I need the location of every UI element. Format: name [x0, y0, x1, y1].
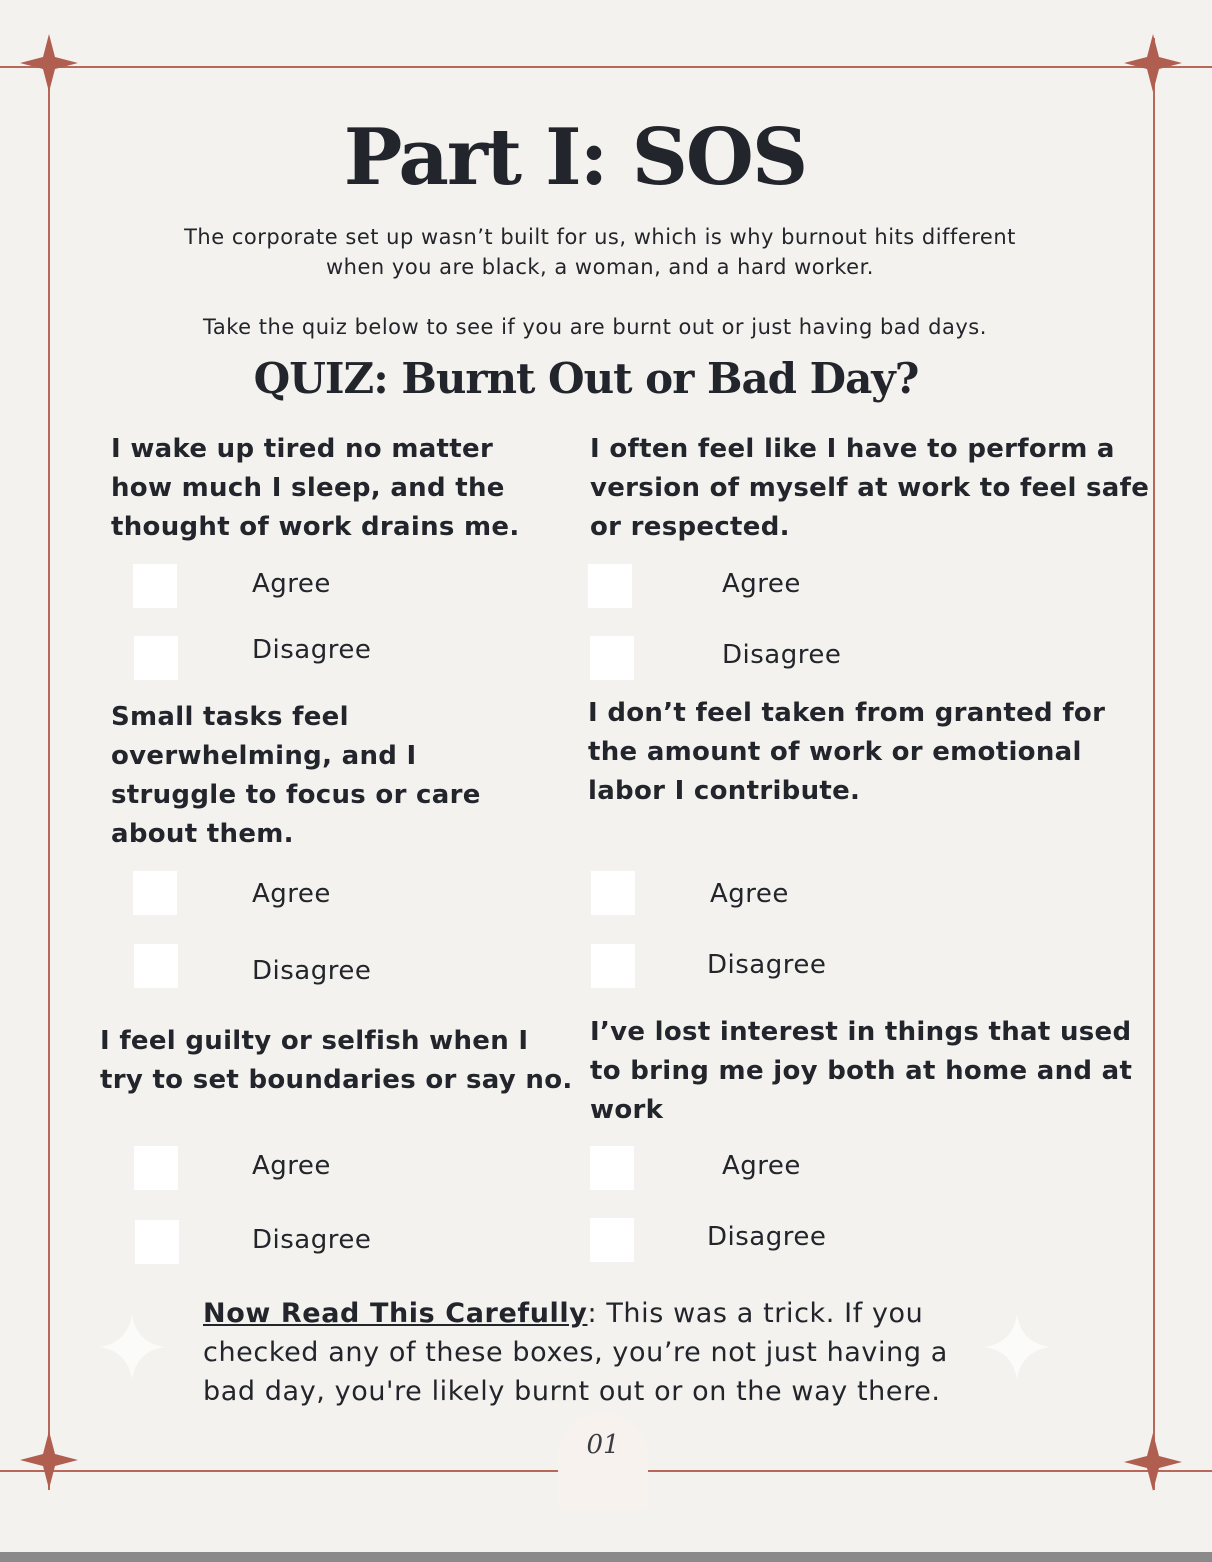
note-line: checked any of these boxes, you’re not just having a [203, 1337, 948, 1368]
q4-disagree-checkbox[interactable] [591, 944, 635, 988]
intro-text-line-1: The corporate set up wasn’t built for us, which is why burnout hits different [184, 225, 1016, 249]
question-line: to bring me joy both at home and at [590, 1056, 1133, 1086]
note-text: : This was a trick. If you [587, 1298, 924, 1329]
q3-agree-checkbox[interactable] [133, 871, 177, 915]
q4-agree-label: Agree [710, 879, 789, 909]
question-line: the amount of work or emotional [588, 737, 1082, 767]
quiz-title: QUIZ: Burnt Out or Bad Day? [253, 354, 919, 403]
page-number: 01 [586, 1430, 620, 1460]
note-line: bad day, you're likely burnt out or on the way there. [203, 1376, 941, 1407]
note-line [203, 1294, 1003, 1333]
quiz-question-2 [590, 430, 1149, 547]
four-point-star-icon [20, 1431, 78, 1489]
q2-agree-label: Agree [722, 569, 801, 599]
q6-agree-label: Agree [722, 1151, 801, 1181]
intro-text-line-2: when you are black, a woman, and a hard worker. [326, 255, 874, 279]
question-line: thought of work drains me. [111, 512, 520, 542]
q3-agree-label: Agree [252, 879, 331, 909]
question-line: I often feel like I have to perform a [590, 434, 1115, 464]
page-number-tab [558, 1412, 648, 1510]
q2-disagree-checkbox[interactable] [590, 636, 634, 680]
question-line: I feel guilty or selfish when I [100, 1026, 529, 1056]
quiz-question-4 [588, 694, 1105, 811]
question-line: I’ve lost interest in things that used [590, 1017, 1132, 1047]
q1-disagree-label: Disagree [252, 635, 372, 665]
frame-left-line [48, 38, 50, 1490]
question-line: how much I sleep, and the [111, 473, 505, 503]
question-line: work [590, 1095, 664, 1125]
q6-disagree-label: Disagree [707, 1222, 827, 1252]
q1-agree-label: Agree [252, 569, 331, 599]
quiz-question-6 [590, 1013, 1132, 1130]
question-line: try to set boundaries or say no. [100, 1065, 573, 1095]
q4-disagree-label: Disagree [707, 950, 827, 980]
question-line: version of myself at work to feel safe [590, 473, 1150, 503]
four-point-star-icon [20, 34, 78, 92]
window-bottom-edge [0, 1552, 1212, 1562]
question-line: about them. [111, 819, 294, 849]
q4-agree-checkbox[interactable] [591, 871, 635, 915]
four-point-star-icon [1124, 1433, 1182, 1491]
q5-disagree-label: Disagree [252, 1225, 372, 1255]
question-line: I don’t feel taken from granted for [588, 698, 1106, 728]
question-line: labor I contribute. [588, 776, 861, 806]
q1-disagree-checkbox[interactable] [134, 636, 178, 680]
question-line: Small tasks feel [111, 702, 349, 732]
q3-disagree-checkbox[interactable] [134, 944, 178, 988]
q5-disagree-checkbox[interactable] [135, 1220, 179, 1264]
question-line: or respected. [590, 512, 790, 542]
quiz-question-1 [111, 430, 520, 547]
page-title: Part I: SOS [343, 112, 807, 203]
intro-instruction: Take the quiz below to see if you are burnt out or just having bad days. [203, 315, 987, 339]
q5-agree-checkbox[interactable] [134, 1146, 178, 1190]
frame-top-line [0, 66, 1212, 68]
frame-right-line [1153, 38, 1155, 1490]
quiz-question-3 [111, 698, 481, 854]
note-emphasis: Now Read This Carefully [203, 1298, 588, 1329]
q3-disagree-label: Disagree [252, 956, 372, 986]
question-line: overwhelming, and I [111, 741, 417, 771]
q5-agree-label: Agree [252, 1151, 331, 1181]
four-point-star-icon [1124, 34, 1182, 92]
q2-disagree-label: Disagree [722, 640, 842, 670]
quiz-question-5 [100, 1022, 573, 1100]
q1-agree-checkbox[interactable] [133, 564, 177, 608]
question-line: I wake up tired no matter [111, 434, 494, 464]
sparkle-icon [99, 1314, 165, 1380]
q6-agree-checkbox[interactable] [590, 1146, 634, 1190]
q2-agree-checkbox[interactable] [588, 564, 632, 608]
q6-disagree-checkbox[interactable] [590, 1218, 634, 1262]
quiz-result-note [203, 1294, 1003, 1411]
question-line: struggle to focus or care [111, 780, 481, 810]
